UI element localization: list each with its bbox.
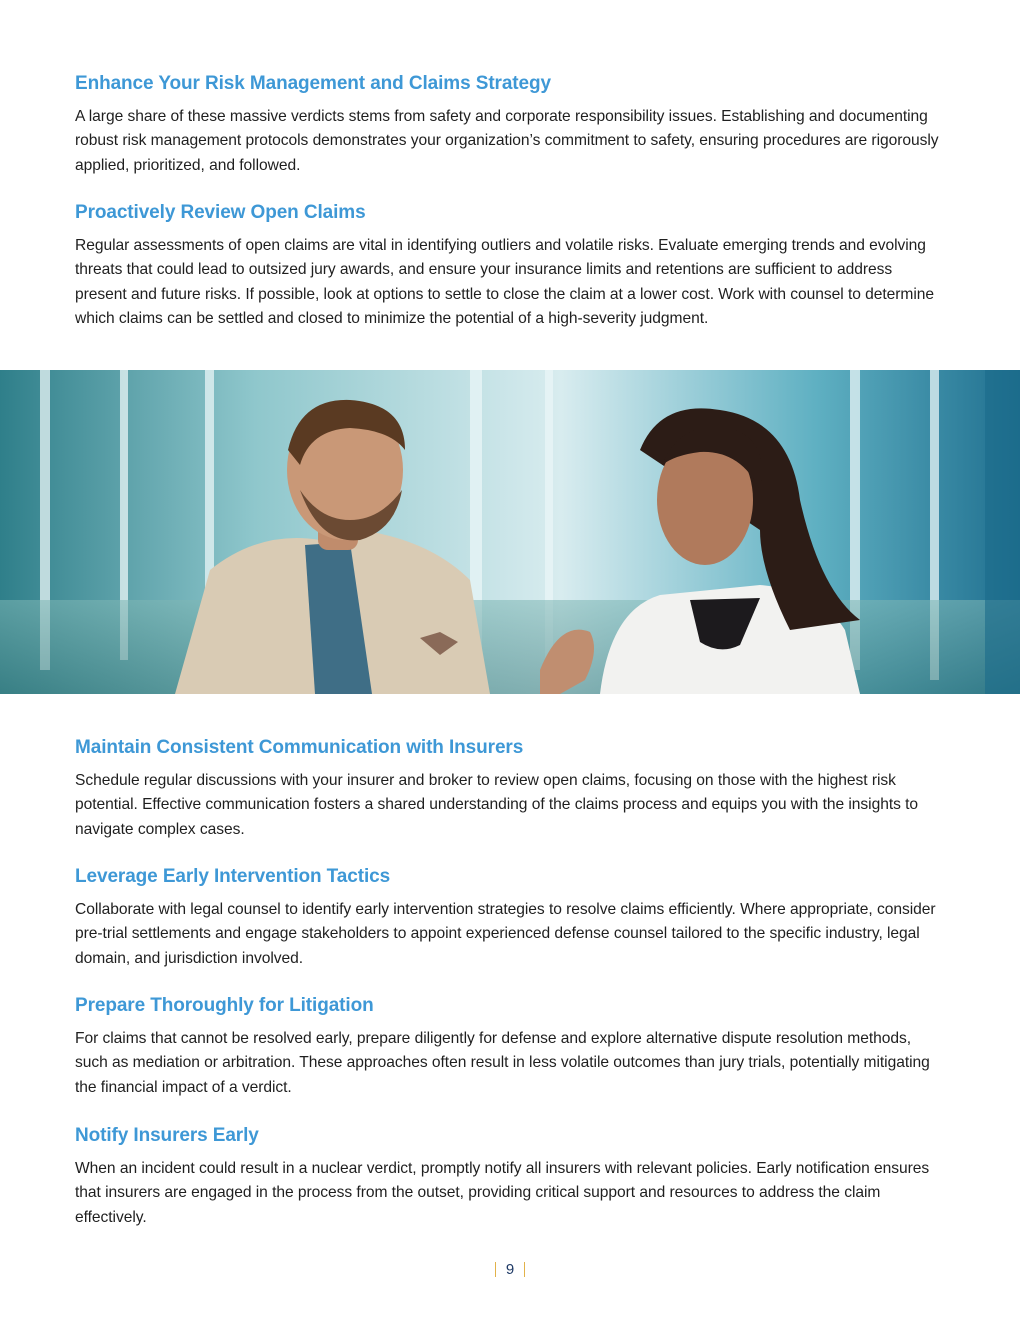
section-body: A large share of these massive verdicts stems from safety and corporate responsibility issues. Establishing and documenting robust risk management protocols demonstrates your organization’s commitment to safety, ensuring procedures are rigorously applied, prioritized, and followed. <box>75 108 939 174</box>
section-body: Schedule regular discussions with your insurer and broker to review open claims, focusing on those with the highest risk potential. Effective communication fosters a shared understanding of the claims process and equips you with the insights to navigate complex cases. <box>75 772 919 838</box>
section-prepare-litigation <box>75 994 945 1100</box>
section-risk-management <box>75 72 945 178</box>
section-body: When an incident could result in a nuclear verdict, promptly notify all insurers with relevant policies. Early notification ensures that insurers are engaged in the process from the outset, providing critical support and resources to address the claim effectively. <box>75 1160 930 1226</box>
section-early-intervention <box>75 865 945 971</box>
office-meeting-photo <box>0 370 1020 694</box>
page-number: 9 <box>505 1260 515 1278</box>
section-heading: Notify Insurers Early <box>75 1125 259 1146</box>
section-heading: Proactively Review Open Claims <box>75 202 366 223</box>
section-communication-insurers <box>75 736 945 842</box>
page-footer <box>0 1258 1020 1280</box>
section-notify-insurers <box>75 1124 945 1230</box>
section-heading: Maintain Consistent Communication with Insurers <box>75 737 524 758</box>
section-review-open-claims <box>75 201 945 331</box>
section-body: For claims that cannot be resolved early, prepare diligently for defense and explore alternative dispute resolution methods, such as mediation or arbitration. These approaches often result in less volatile outcomes than jury trials, potentially mitigating the financial impact of a verdict. <box>75 1030 930 1096</box>
section-body: Regular assessments of open claims are vital in identifying outliers and volatile risks. Evaluate emerging trends and evolving threats that could lead to outsized jury awards, and ensure your insurance limits and retentions are sufficient to address present and future risks. If possible, look at options to settle to close the claim at a lower cost. Work with counsel to determine which claims can be settled and closed to minimize the potential of a high-severity judgment. <box>75 237 935 327</box>
section-heading: Leverage Early Intervention Tactics <box>75 866 391 887</box>
section-heading: Enhance Your Risk Management and Claims Strategy <box>75 73 551 94</box>
section-heading: Prepare Thoroughly for Litigation <box>75 995 374 1016</box>
section-body: Collaborate with legal counsel to identify early intervention strategies to resolve claims efficiently. Where appropriate, consider pre-trial settlements and engage stakeholders to appoint experienced defense counsel tailored to the specific industry, legal domain, and jurisdiction involved. <box>75 901 936 967</box>
footer-divider-left <box>495 1262 496 1277</box>
footer-divider-right <box>524 1262 525 1277</box>
